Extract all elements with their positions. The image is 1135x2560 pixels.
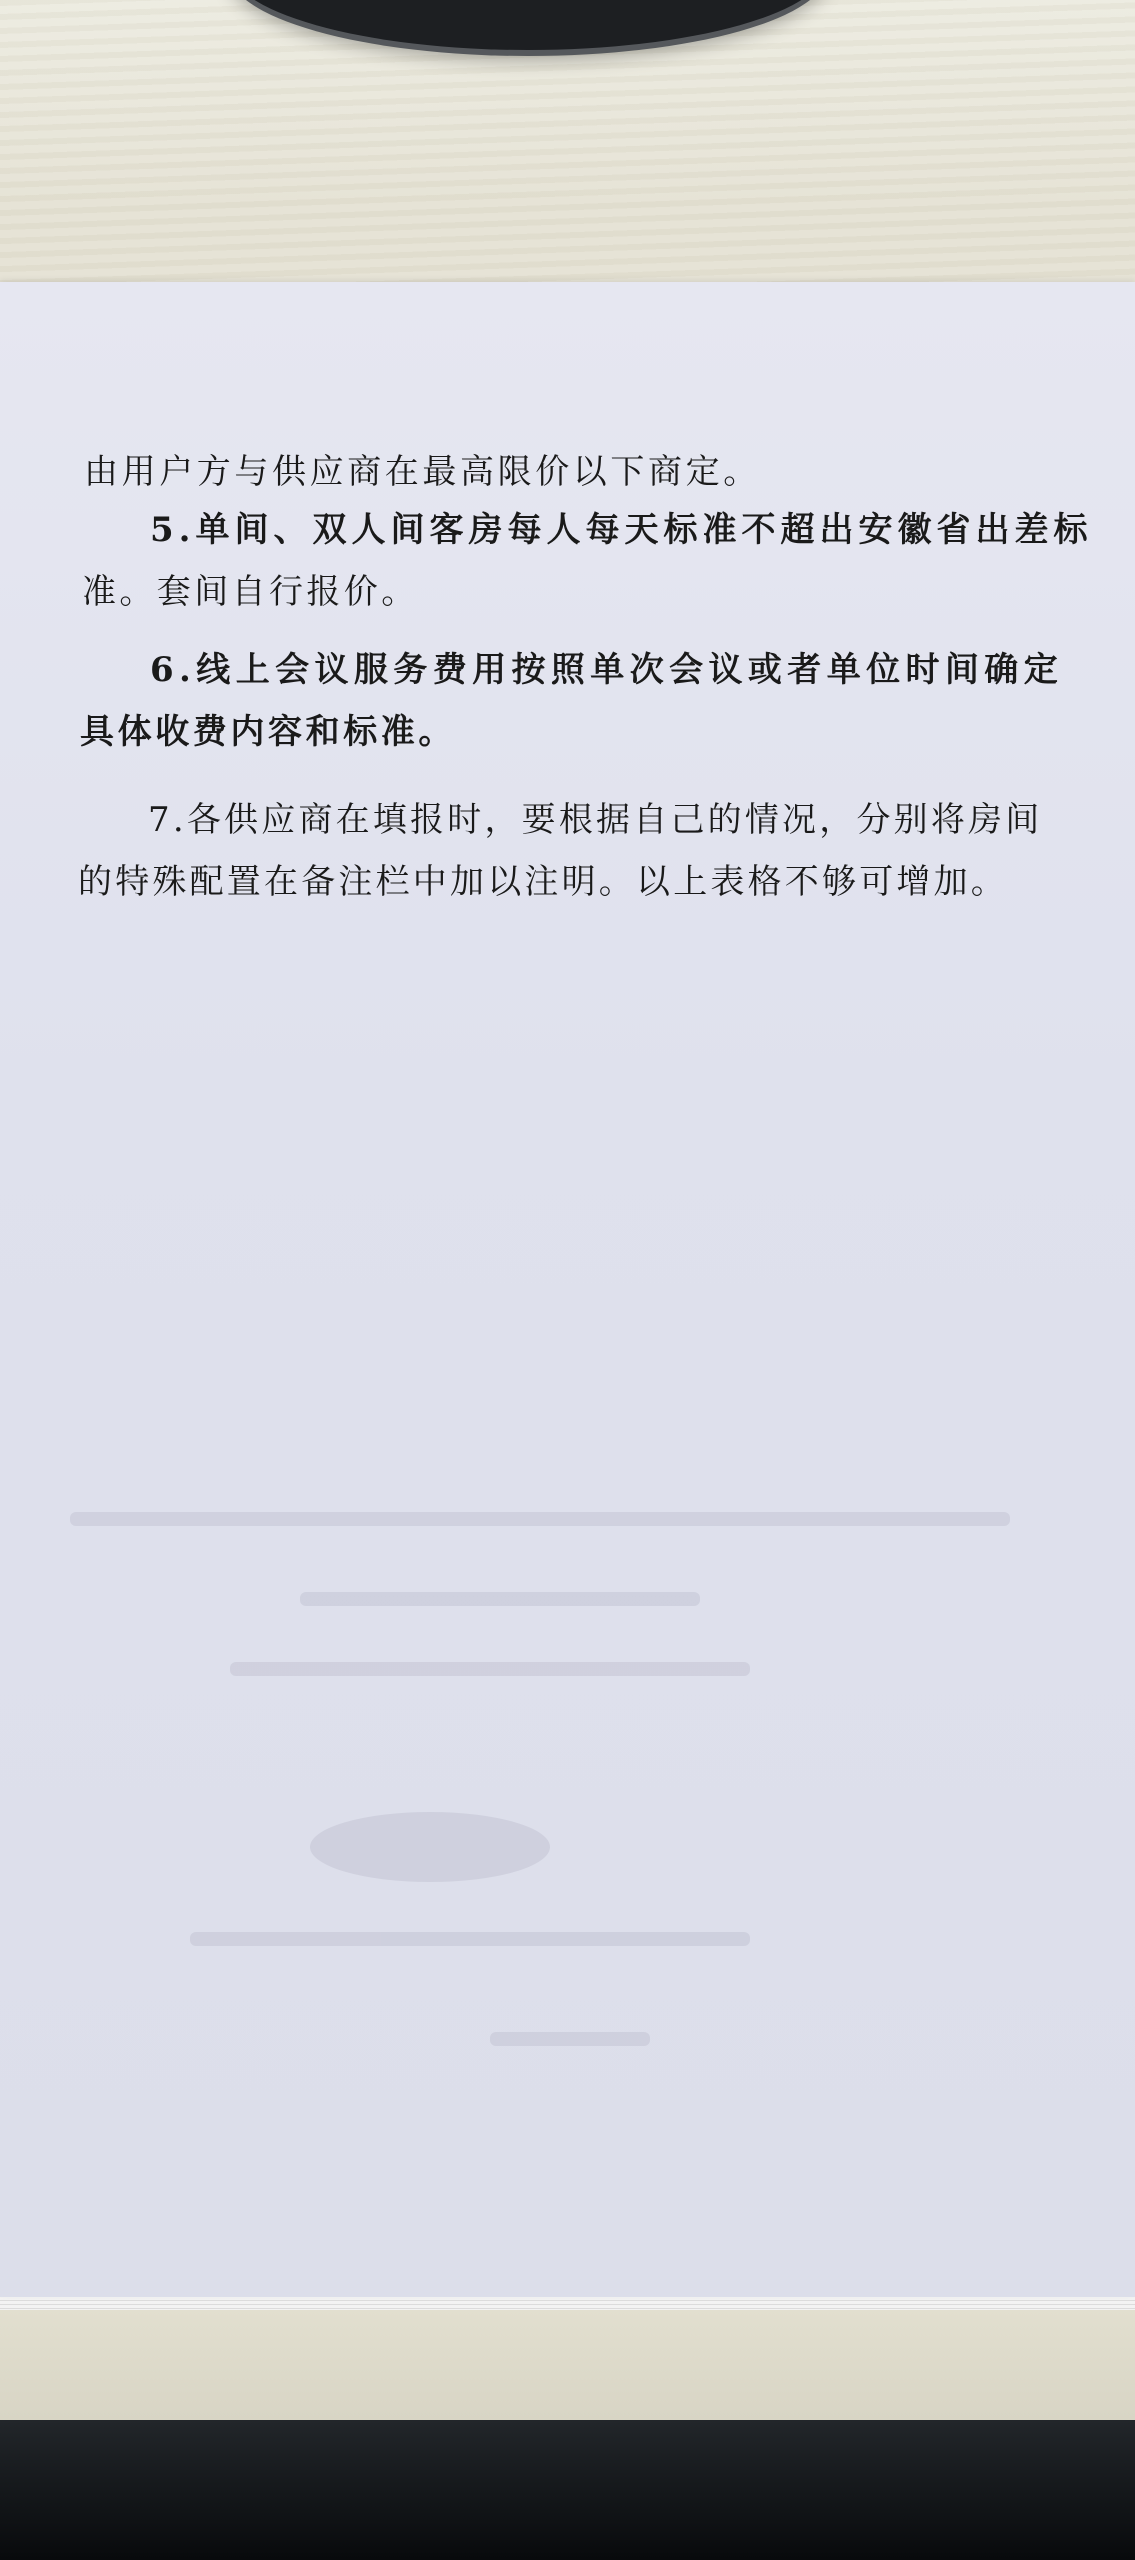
doc-line-5: 具体收费内容和标准。 [80, 712, 456, 752]
document-page [0, 282, 1135, 2297]
doc-line-4: 6.线上会议服务费用按照单次会议或者单位时间确定 [150, 650, 1064, 690]
doc-line-6: 7.各供应商在填报时，要根据自己的情况，分别将房间 [148, 800, 1043, 840]
doc-line-1: 由用户方与供应商在最高限价以下商定。 [84, 452, 761, 492]
dark-foreground [0, 2420, 1135, 2560]
doc-line-7: 的特殊配置在备注栏中加以注明。以上表格不够可增加。 [78, 862, 1008, 902]
doc-line-2: 5.单间、双人间客房每人每天标准不超出安徽省出差标 [150, 510, 1093, 550]
desk-lower-surface [0, 2310, 1135, 2430]
doc-line-3: 准。套间自行报价。 [82, 572, 419, 612]
show-through-text [70, 1512, 1030, 2112]
